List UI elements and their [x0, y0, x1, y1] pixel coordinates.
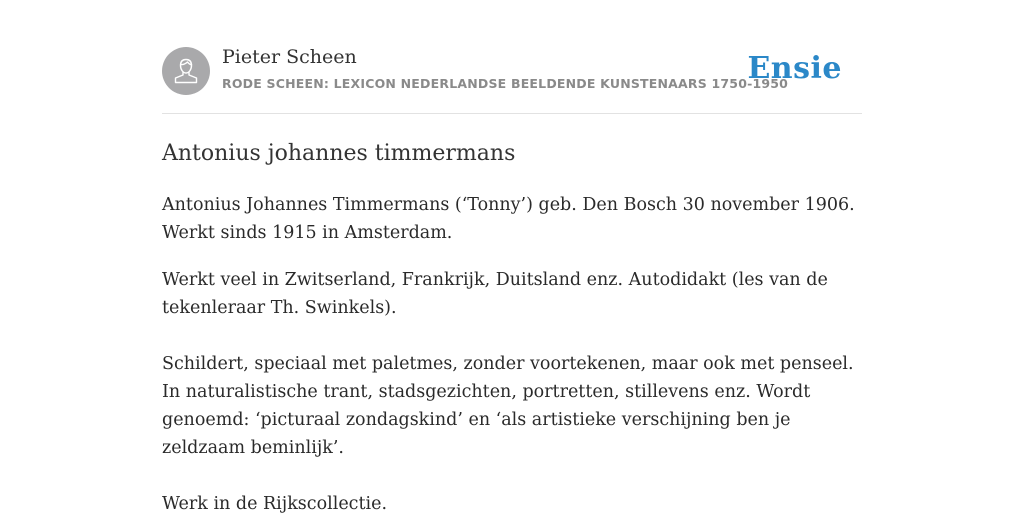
user-icon [171, 56, 201, 86]
article-paragraph: Werk in de Rijkscollectie. [162, 494, 388, 514]
article-header [162, 46, 862, 114]
article-card [162, 46, 862, 518]
author-avatar[interactable] [162, 47, 210, 95]
article-title: Antonius johannes timmermans [162, 141, 516, 166]
article-paragraph: Antonius Johannes Timmermans (‘Tonny’) geb. Den Bosch 30 november 1906. Werkt sinds 1915 in Amsterdam. [162, 195, 855, 243]
source-title[interactable]: RODE SCHEEN: LEXICON NEDERLANDSE BEELDENDE KUNSTENAARS 1750-1950 [222, 76, 789, 91]
article-paragraph: Schildert, speciaal met paletmes, zonder voortekenen, maar ook met penseel. In naturalistische trant, stadsgezichten, portretten, stillevens enz. Wordt genoemd: ‘picturaal zondagskind’ en ‘als artistieke verschijning ben je zeldzaam beminlijk’. [162, 354, 854, 458]
article-body [162, 191, 862, 518]
article-paragraph: Werkt veel in Zwitserland, Frankrijk, Duitsland enz. Autodidakt (les van de tekenleraar Th. Swinkels). [162, 270, 828, 318]
author-name[interactable]: Pieter Scheen [222, 46, 357, 68]
ensie-logo[interactable]: Ensie [747, 51, 842, 86]
